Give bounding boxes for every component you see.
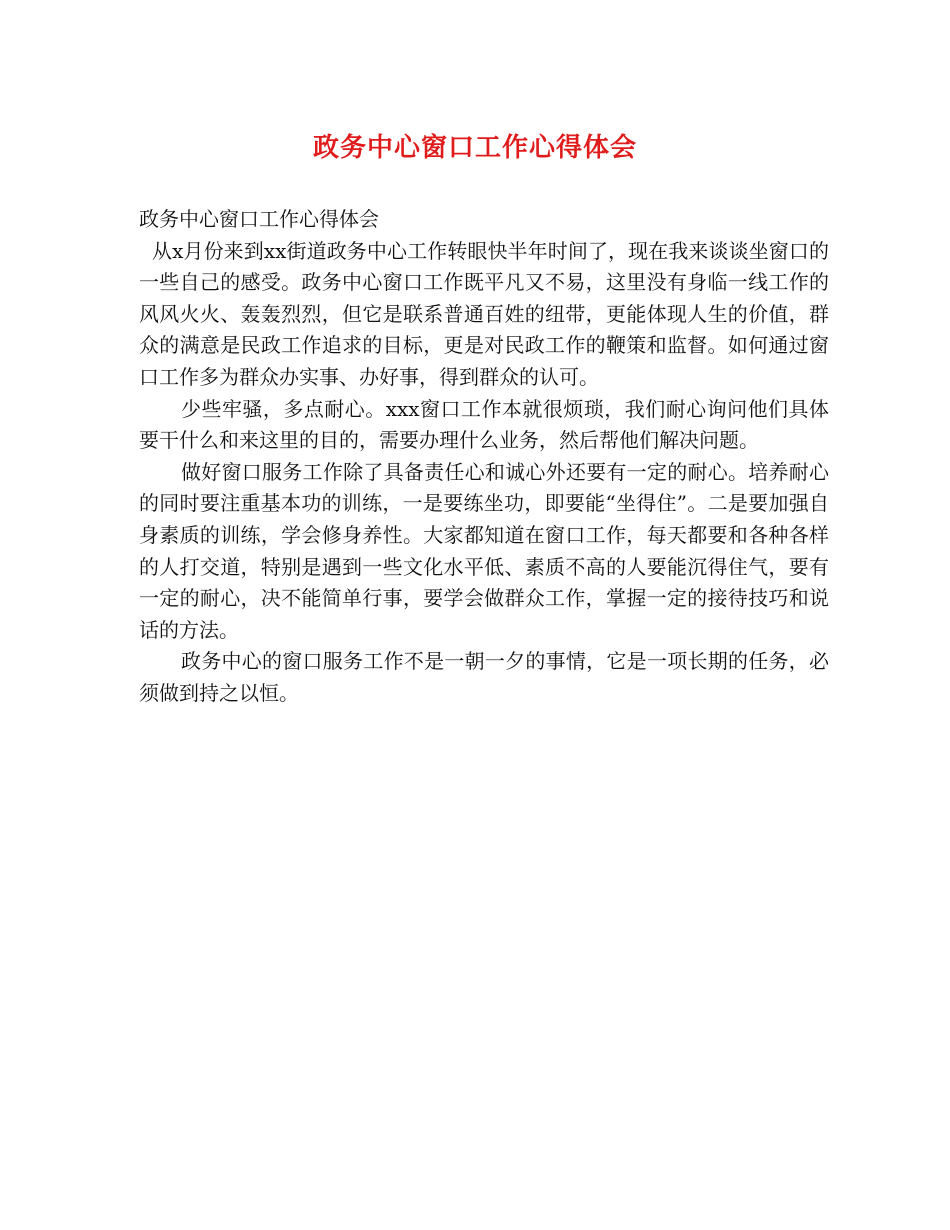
page-title: 政务中心窗口工作心得体会 bbox=[312, 133, 637, 163]
paragraph-1: 从x月份来到xx街道政务中心工作转眼快半年时间了，现在我来谈谈坐窗口的一些自己的感受。政务中心窗口工作既平凡又不易，这里没有身临一线工作的风风火火、轰轰烈烈，但它是联系普通百姓的纽带，更能体现人生的价值，群众的满意是民政工作追求的目标，更是对民政工作的鞭策和监督。如何通过窗口工作多为群众办实事、办好事，得到群众的认可。 bbox=[139, 238, 829, 389]
document-body bbox=[139, 204, 829, 710]
paragraph-2: 少些牢骚，多点耐心。xxx窗口工作本就很烦琐，我们耐心询问他们具体要干什么和来这里的目的，需要办理什么业务，然后帮他们解决问题。 bbox=[139, 396, 829, 453]
document-subtitle: 政务中心窗口工作心得体会 bbox=[139, 207, 379, 231]
paragraph-4: 政务中心的窗口服务工作不是一朝一夕的事情，它是一项长期的任务，必须做到持之以恒。 bbox=[139, 649, 829, 705]
paragraph-3: 做好窗口服务工作除了具备责任心和诚心外还要有一定的耐心。培养耐心的同时要注重基本功的训练，一是要练坐功，即要能“坐得住”。二是要加强自身素质的训练，学会修身养性。大家都知道在窗口工作，每天都要和各种各样的人打交道，特别是遇到一些文化水平低、素质不高的人要能沉得住气，要有一定的耐心，决不能简单行事，要学会做群众工作，掌握一定的接待技巧和说话的方法。 bbox=[139, 459, 829, 642]
